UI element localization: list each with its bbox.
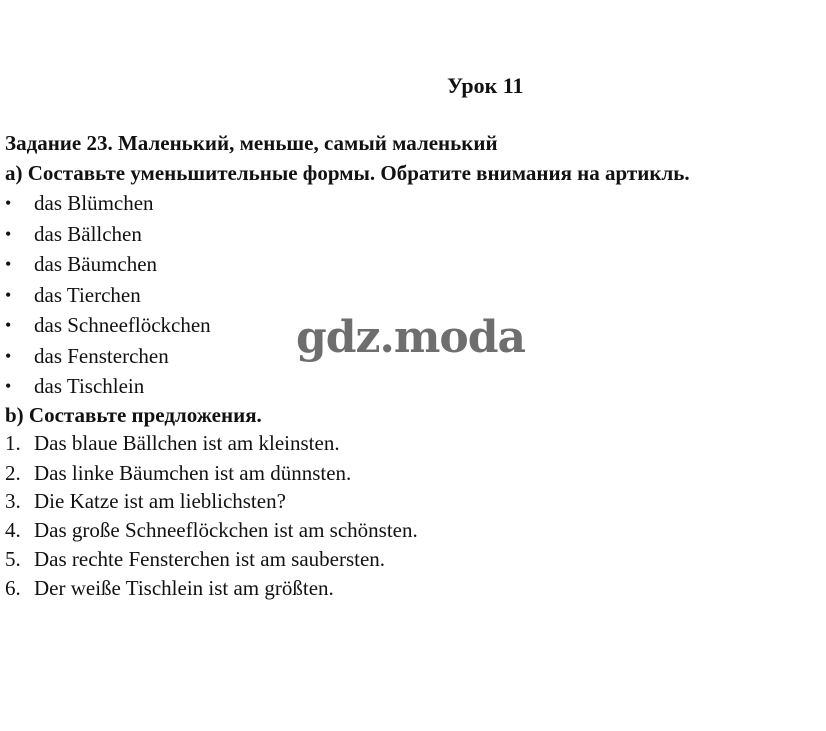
list-item-text: das Blümchen: [34, 191, 154, 215]
numbered-item: [5, 575, 334, 601]
bullet-icon: •: [5, 254, 12, 274]
item-number: 2.: [5, 461, 21, 485]
part-b-instruction: b) Составьте предложения.: [5, 403, 262, 427]
item-number: 3.: [5, 489, 21, 513]
numbered-item: [5, 488, 286, 514]
list-item: [5, 373, 144, 400]
item-text: Das linke Bäumchen ist am dünnsten.: [34, 461, 352, 485]
bullet-icon: •: [5, 315, 12, 335]
item-text: Das blaue Bällchen ist am kleinsten.: [34, 431, 340, 455]
bullet-icon: •: [5, 346, 12, 366]
watermark: gdz.moda: [296, 312, 526, 363]
item-text: Die Katze ist am lieblichsten?: [34, 489, 286, 513]
list-item-text: das Tischlein: [34, 374, 145, 398]
item-number: 4.: [5, 518, 21, 542]
bullet-icon: •: [5, 285, 12, 305]
list-item: [5, 343, 169, 370]
item-number: 6.: [5, 576, 21, 600]
lesson-title: Урок 11: [447, 73, 524, 98]
item-number: 1.: [5, 431, 21, 455]
item-text: Das große Schneeflöckchen ist am schönsten.: [34, 518, 418, 542]
item-number: 5.: [5, 547, 21, 571]
list-item: [5, 312, 211, 339]
list-item: [5, 282, 141, 309]
list-item: [5, 221, 142, 248]
item-text: Der weiße Tischlein ist am größten.: [34, 576, 334, 600]
numbered-item: [5, 546, 385, 572]
list-item-text: das Bäumchen: [34, 252, 158, 276]
numbered-item: [5, 517, 418, 543]
list-item-text: das Bällchen: [34, 222, 142, 246]
task-title: Задание 23. Маленький, меньше, самый маленький: [5, 131, 498, 155]
list-item: [5, 251, 157, 278]
list-item: [5, 190, 154, 217]
list-item-text: das Schneeflöckchen: [34, 313, 211, 337]
bullet-icon: •: [5, 376, 12, 396]
list-item-text: das Fensterchen: [34, 344, 169, 368]
bullet-icon: •: [5, 224, 12, 244]
part-a-instruction: a) Составьте уменьшительные формы. Обратите внимания на артикль.: [5, 161, 690, 185]
numbered-item: [5, 460, 351, 486]
numbered-item: [5, 430, 340, 456]
bullet-icon: •: [5, 193, 12, 213]
list-item-text: das Tierchen: [34, 283, 141, 307]
item-text: Das rechte Fensterchen ist am saubersten.: [34, 547, 386, 571]
